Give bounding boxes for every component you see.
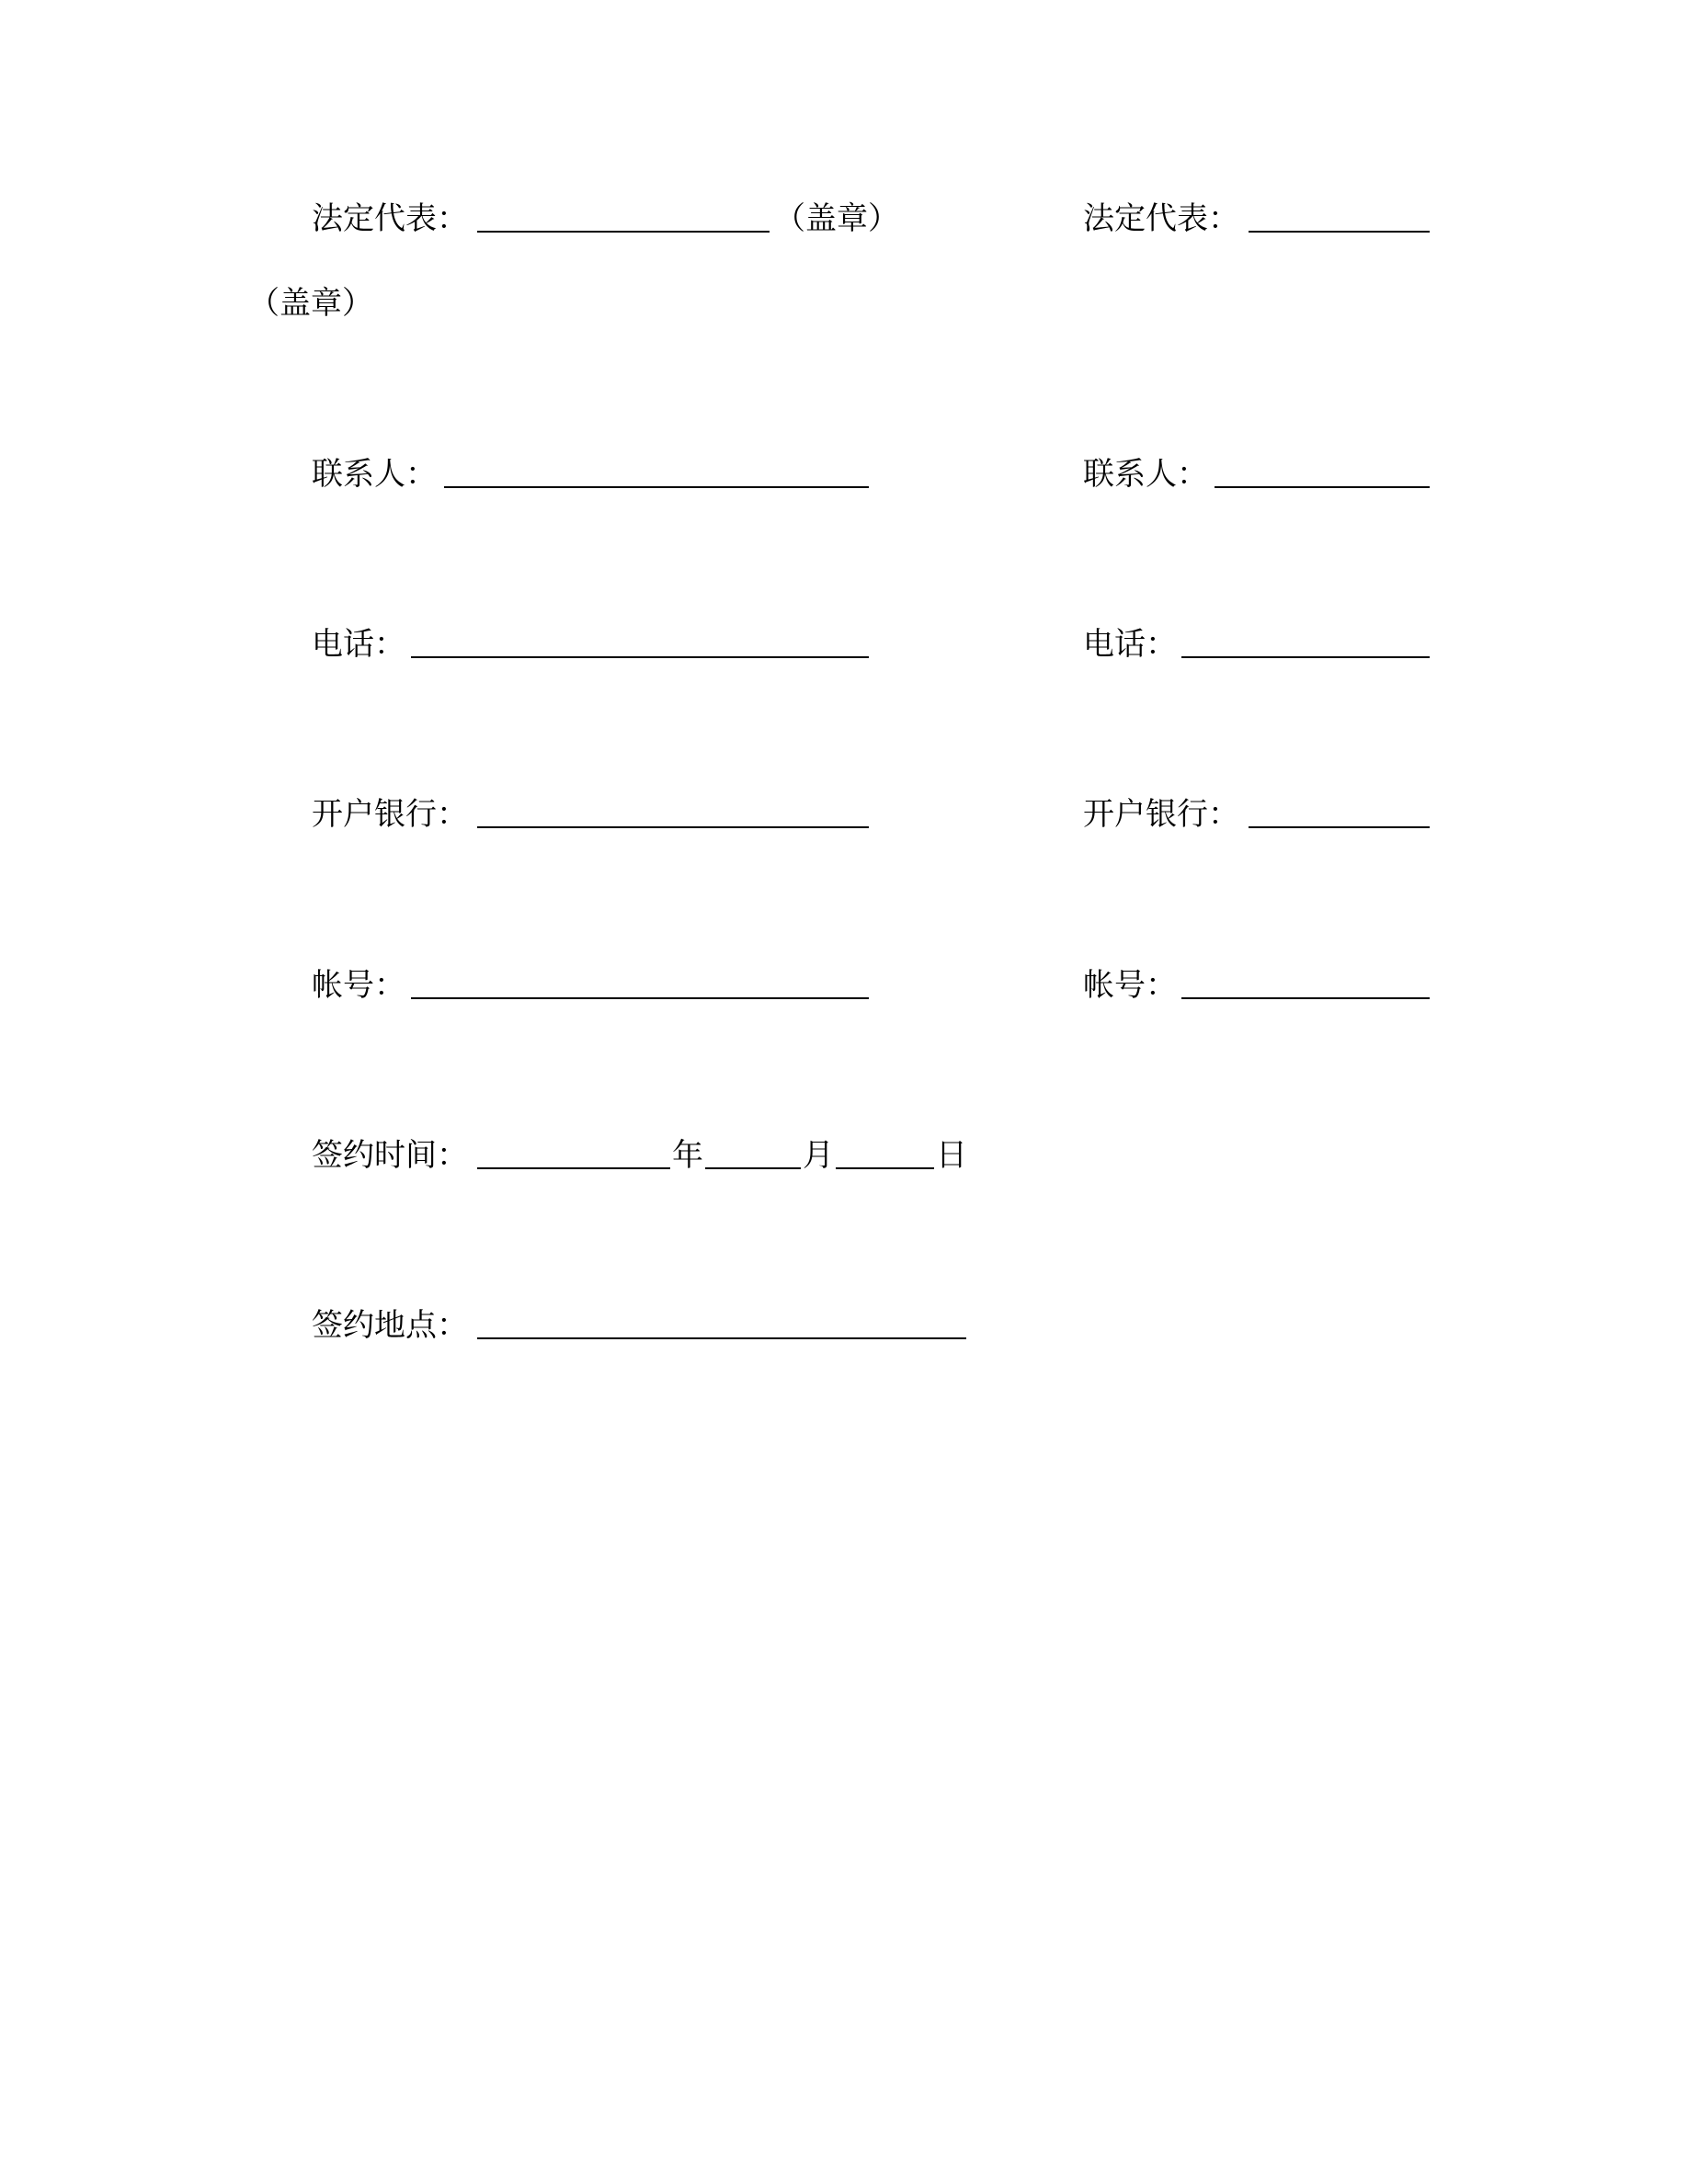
signing-place-label: 签约地点： (312, 1307, 468, 1344)
signing-time-label: 签约时间： (312, 1137, 468, 1174)
party-b-legal-rep-label: 法定代表： (1083, 200, 1239, 237)
party-b-legal-rep-field[interactable] (1249, 231, 1430, 233)
month-unit-label: 月 (803, 1137, 834, 1174)
party-a-contact-field[interactable] (444, 486, 869, 488)
party-b-phone-label: 电话： (1083, 626, 1177, 663)
party-a-legal-rep-label: 法定代表： (312, 200, 468, 237)
party-b-bank-label: 开户银行： (1083, 796, 1239, 833)
party-b-bank-field[interactable] (1249, 826, 1430, 828)
day-unit-label: 日 (936, 1137, 967, 1174)
party-b-seal-label: （盖章） (248, 285, 373, 322)
party-a-seal-label: （盖章） (774, 200, 899, 237)
party-b-account-field[interactable] (1181, 997, 1430, 999)
party-a-contact-label: 联系人： (312, 456, 437, 493)
signing-place-field[interactable] (477, 1337, 966, 1339)
party-b-phone-field[interactable] (1181, 656, 1430, 658)
party-a-legal-rep-field[interactable] (477, 231, 770, 233)
party-a-account-label: 帐号： (312, 967, 405, 1004)
year-unit-label: 年 (672, 1137, 703, 1174)
signing-month-field[interactable] (705, 1167, 801, 1169)
party-a-account-field[interactable] (411, 997, 869, 999)
signing-day-field[interactable] (836, 1167, 934, 1169)
party-b-contact-field[interactable] (1215, 486, 1430, 488)
party-a-phone-field[interactable] (411, 656, 869, 658)
party-b-account-label: 帐号： (1083, 967, 1177, 1004)
signing-year-field[interactable] (477, 1167, 670, 1169)
party-a-bank-label: 开户银行： (312, 796, 468, 833)
party-a-bank-field[interactable] (477, 826, 869, 828)
party-a-phone-label: 电话： (312, 626, 405, 663)
party-b-contact-label: 联系人： (1083, 456, 1208, 493)
